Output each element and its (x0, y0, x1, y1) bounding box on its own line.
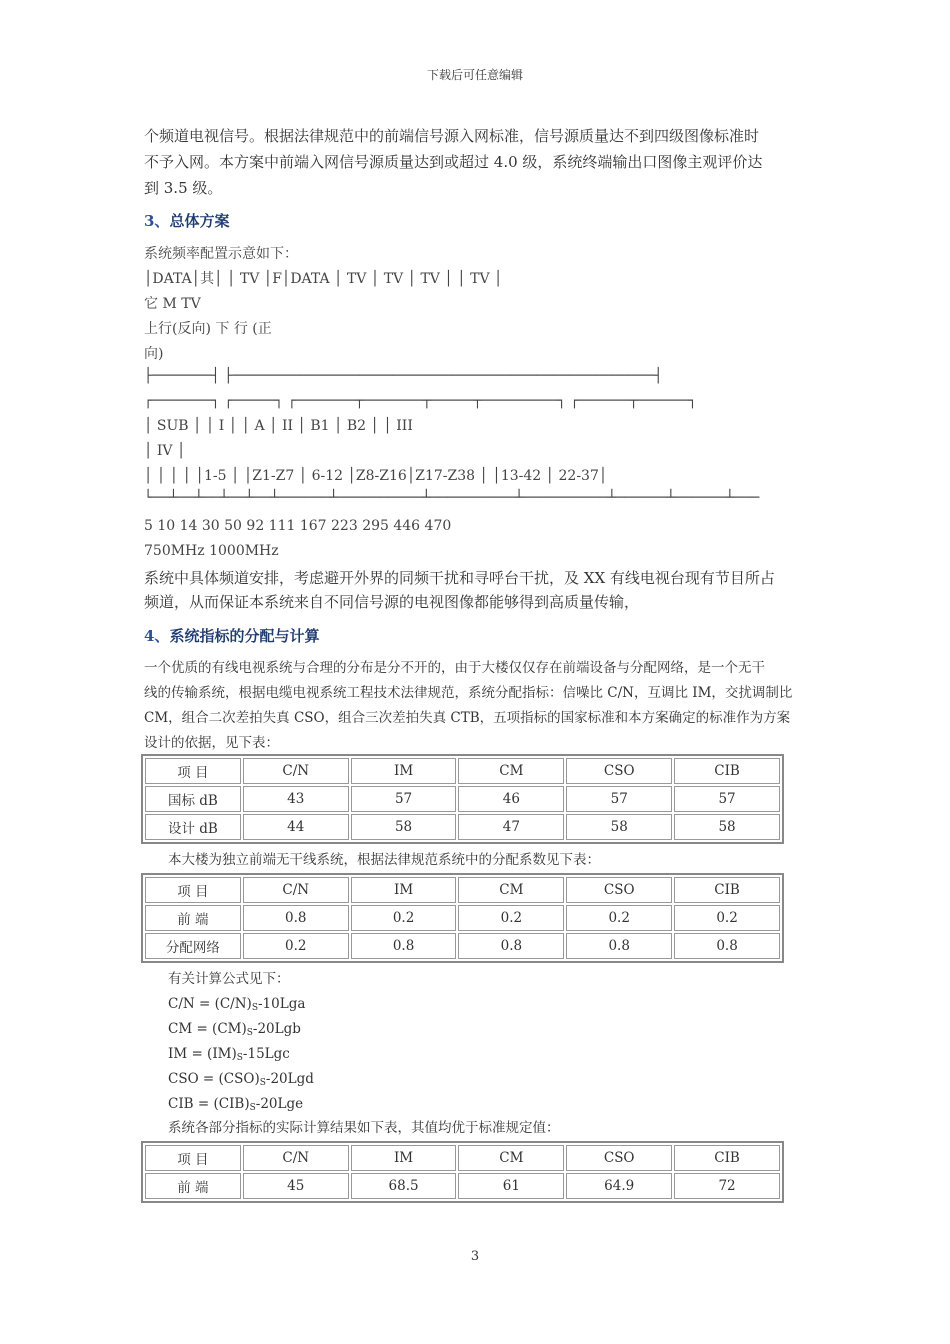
formula-lhs: CIB = (CIB) (168, 1096, 250, 1112)
table-cell: 61 (458, 1173, 564, 1199)
formula-rhs: -20Lge (255, 1096, 304, 1112)
diagram-line-band-names-2: │ IV │ (144, 443, 186, 459)
diagram-line-sub: 它 M TV (144, 296, 201, 312)
table-cell: 0.2 (674, 905, 780, 931)
table-header-cell: C/N (243, 877, 349, 903)
distribution-coefficient-table (141, 873, 784, 963)
table-row (145, 786, 780, 812)
diagram-line-span: ├───────┤ ├──────────────────────────────────────────────────┤ (144, 368, 663, 384)
table-cell: 64.9 (566, 1173, 672, 1199)
table-cell: 0.8 (674, 933, 780, 959)
table-cell: 0.8 (458, 933, 564, 959)
formula-subscript: S (259, 1078, 266, 1088)
table-header-cell: IM (351, 758, 457, 784)
intro-line-3: 到 3.5 级。 (144, 179, 223, 197)
table-cell: 58 (566, 814, 672, 840)
formula-rhs: -15Lgc (242, 1046, 290, 1062)
table-row (145, 1173, 780, 1199)
section-4-intro-line-1: 一个优质的有线电视系统与合理的分布是分不开的，由于大楼仅仅存在前端设备与分配网络，是一个无干 (144, 660, 765, 676)
table-header-cell: C/N (243, 758, 349, 784)
table-cell: 0.8 (243, 905, 349, 931)
table-header-cell: 项 目 (145, 877, 241, 903)
table-header-cell: 项 目 (145, 758, 241, 784)
formula-cm (168, 1021, 301, 1038)
table-cell: 57 (674, 786, 780, 812)
page-header: 下载后可任意编辑 (426, 68, 523, 82)
table-cell: 68.5 (351, 1173, 457, 1199)
formula-lhs: CM = (CM) (168, 1021, 247, 1037)
table-2-caption: 本大楼为独立前端无干线系统，根据法律规范系统中的分配系数见下表： (168, 852, 600, 868)
diagram-line-band-names: │ SUB │ │ I │ │ A │ II │ B1 │ B2 │ │ III (144, 418, 413, 434)
table-row (145, 814, 780, 840)
table-header-cell: CSO (566, 877, 672, 903)
formula-rhs: -20Lgb (252, 1021, 301, 1037)
table-header-row (145, 1145, 780, 1171)
table-cell: 0.8 (566, 933, 672, 959)
table-header-cell: CM (458, 877, 564, 903)
table-cell: 43 (243, 786, 349, 812)
table-header-cell: 项 目 (145, 1145, 241, 1171)
section-4-title: 系统指标的分配与计算 (169, 627, 320, 645)
section-4-intro-line-3: CM，组合二次差拍失真 CSO，组合三次差拍失真 CTB，五项指标的国家标准和本方案确定的标准作为方案 (144, 710, 791, 726)
section-3-text-line-2: 频道，从而保证本系统来自不同信号源的电视图像都能够得到高质量传输， (144, 593, 640, 611)
section-4-number: 4、 (144, 627, 170, 645)
section-3-number: 3、 (144, 212, 170, 230)
diagram-line-bands: │DATA│其│ │ TV │F│DATA │ TV │ TV │ TV │ │ TV │ (144, 271, 503, 287)
diagram-line-frequencies-2: 750MHz 1000MHz (144, 543, 279, 559)
intro-line-2: 不予入网。本方案中前端入网信号源质量达到或超过 4.0 级，系统终端输出口图像主观评价达 (144, 153, 763, 171)
formula-subscript: S (249, 1103, 256, 1113)
section-3-title: 总体方案 (169, 212, 230, 230)
table-cell: 72 (674, 1173, 780, 1199)
table-cell: 58 (351, 814, 457, 840)
table-cell: 58 (674, 814, 780, 840)
diagram-line-channels: │ │ │ │ │1-5 │ │Z1-Z7 │ 6-12 │Z8-Z16│Z17-Z38 │ │13-42 │ 22-37│ (144, 468, 608, 484)
calculation-results-table (141, 1141, 784, 1203)
table-header-cell: CSO (566, 1145, 672, 1171)
formula-subscript: S (236, 1053, 243, 1063)
table-cell: 前 端 (145, 1173, 241, 1199)
intro-line-1: 个频道电视信号。根据法律规范中的前端信号源入网标准，信号源质量达不到四级图像标准时 (144, 127, 760, 145)
formula-rhs: -20Lgd (265, 1071, 314, 1087)
diagram-caption: 系统频率配置示意如下： (144, 246, 298, 262)
section-3-heading (144, 210, 229, 231)
formula-lhs: IM = (IM) (168, 1046, 237, 1062)
formula-subscript: S (246, 1028, 253, 1038)
table-header-row (145, 758, 780, 784)
table-cell: 设计 dB (145, 814, 241, 840)
table-header-cell: CIB (674, 758, 780, 784)
formula-lhs: C/N = (C/N) (168, 996, 252, 1012)
table-header-row (145, 877, 780, 903)
table-row (145, 905, 780, 931)
formula-caption: 有关计算公式见下： (168, 971, 290, 987)
table-cell: 分配网络 (145, 933, 241, 959)
table-cell: 0.2 (458, 905, 564, 931)
diagram-line-frequencies: 5 10 14 30 50 92 111 167 223 295 446 470 (144, 518, 452, 534)
table-cell: 46 (458, 786, 564, 812)
table-cell: 0.2 (243, 933, 349, 959)
table-header-cell: CM (458, 758, 564, 784)
diagram-line-top-border: ┌───────┐ ┌─────┐ ┌───────┬───────┬─────┬─────────┐ ┌──────┬──────┐ (144, 393, 697, 409)
table-header-cell: CSO (566, 758, 672, 784)
table-cell: 前 端 (145, 905, 241, 931)
formula-im (168, 1046, 290, 1063)
section-3-text-line-1: 系统中具体频道安排，考虑避开外界的同频干扰和寻呼台干扰，及 XX 有线电视台现有节目所占 (144, 569, 775, 587)
table-header-cell: C/N (243, 1145, 349, 1171)
section-4-intro-line-4: 设计的依据，见下表： (144, 735, 279, 751)
table-header-cell: IM (351, 1145, 457, 1171)
table-cell: 国标 dB (145, 786, 241, 812)
formula-cso (168, 1071, 314, 1088)
table-cell: 44 (243, 814, 349, 840)
table-header-cell: CM (458, 1145, 564, 1171)
formula-lhs: CSO = (CSO) (168, 1071, 260, 1087)
table-3-caption: 系统各部分指标的实际计算结果如下表，其值均优于标准规定值： (168, 1120, 560, 1136)
formula-subscript: S (251, 1003, 258, 1013)
table-cell: 57 (351, 786, 457, 812)
formula-cib (168, 1096, 303, 1113)
table-cell: 0.8 (351, 933, 457, 959)
diagram-line-direction: 上行(反向) 下 行 (正 (144, 321, 272, 337)
table-row (145, 933, 780, 959)
diagram-line-bottom-border: └──┴──┴──┴──┴──┴──────┴──────────┴──────────┴──────────┴──────┴──────┴─── (144, 490, 760, 506)
table-cell: 57 (566, 786, 672, 812)
formula-rhs: -10Lga (257, 996, 306, 1012)
section-4-intro-line-2: 线的传输系统，根据电缆电视系统工程技术法律规范，系统分配指标：信噪比 C/N，互调比 IM，交扰调制比 (144, 685, 793, 701)
table-header-cell: IM (351, 877, 457, 903)
standards-table (141, 754, 784, 844)
table-header-cell: CIB (674, 877, 780, 903)
table-cell: 0.2 (351, 905, 457, 931)
table-cell: 45 (243, 1173, 349, 1199)
table-cell: 0.2 (566, 905, 672, 931)
diagram-line-direction-2: 向) (144, 346, 164, 362)
page-number: 3 (470, 1249, 480, 1264)
table-header-cell: CIB (674, 1145, 780, 1171)
section-4-heading (144, 625, 319, 646)
formula-cn (168, 996, 305, 1013)
table-cell: 47 (458, 814, 564, 840)
